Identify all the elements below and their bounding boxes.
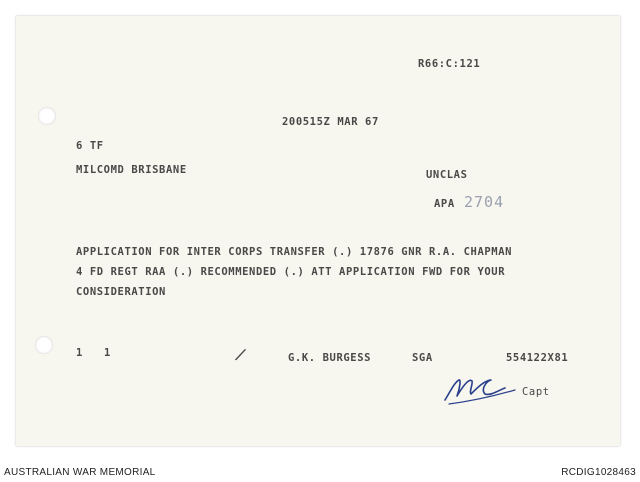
- footer-credit: AUSTRALIAN WAR MEMORIAL: [4, 467, 156, 478]
- apa-label: APA: [434, 198, 455, 210]
- branch-code: SGA: [412, 352, 433, 364]
- document-sheet: [16, 16, 620, 446]
- apa-stamp-number: 2704: [464, 193, 505, 211]
- classification: UNCLAS: [426, 169, 468, 181]
- footer-record-id: RCDIG1028463: [561, 467, 636, 478]
- message-body-line-3: CONSIDERATION: [76, 286, 166, 298]
- addressee: MILCOMD BRISBANE: [76, 164, 187, 176]
- service-number: 554122X81: [506, 352, 569, 364]
- message-body-line-2: 4 FD REGT RAA (.) RECOMMENDED (.) ATT APPLICATION FWD FOR YOUR: [76, 266, 506, 278]
- reference-number: R66:C:121: [418, 58, 481, 70]
- copy-count: 1: [104, 347, 111, 359]
- page-count: 1: [76, 347, 83, 359]
- punch-hole-bottom: [35, 336, 53, 354]
- signatory-name: G.K. BURGESS: [288, 352, 372, 364]
- date-time-group: 200515Z MAR 67: [282, 116, 379, 128]
- handwritten-slash: /: [233, 343, 249, 366]
- punch-hole-top: [38, 107, 56, 125]
- from-unit: 6 TF: [76, 140, 104, 152]
- signatory-rank: Capt: [522, 386, 550, 398]
- message-body-line-1: APPLICATION FOR INTER CORPS TRANSFER (.) 17876 GNR R.A. CHAPMAN: [76, 246, 513, 258]
- signature: [441, 368, 521, 408]
